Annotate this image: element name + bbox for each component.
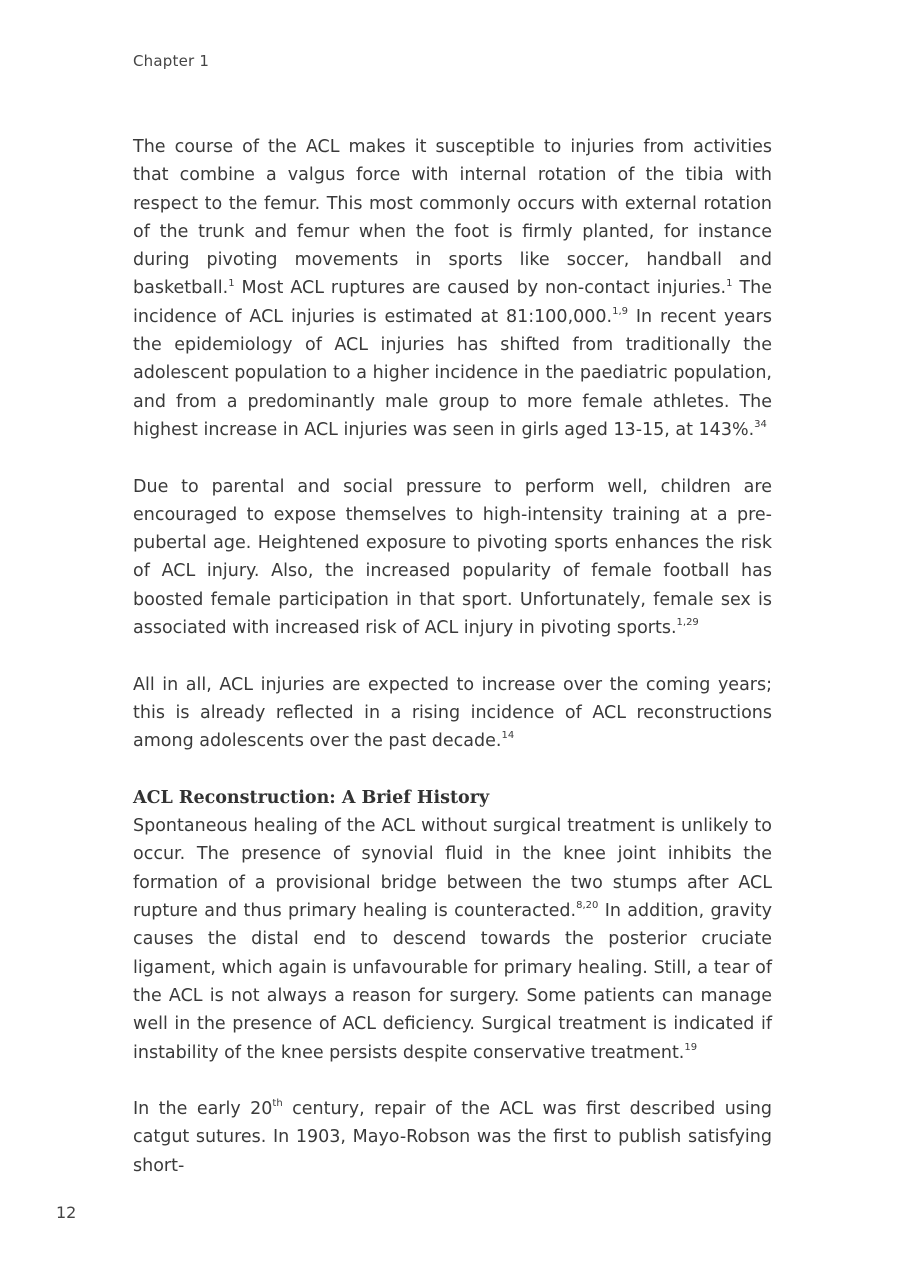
text-span: Due to parental and social pressure to perform well, children are encouraged to expose themselves to high-intensity training at a pre-pubertal age. Heightened exposure to pivoting sports enhances the risk of ACL injury. Also, the increased popularity of female football has boosted female participation in that sport. Unfortunately, female sex is associated with increased risk of ACL injury in pivoting sports. xyxy=(133,476,772,639)
text-span: Most ACL ruptures are caused by non-contact injuries. xyxy=(234,278,727,299)
text-span: The incidence of ACL injuries is estimated at 81:100,000. xyxy=(133,278,772,327)
paragraph-epidemiology xyxy=(133,133,772,444)
ordinal-suffix: th xyxy=(272,1098,283,1110)
page-number: 12 xyxy=(56,1203,77,1222)
main-text xyxy=(133,133,772,1180)
citation: 1 xyxy=(726,277,733,289)
citation: 14 xyxy=(501,730,515,742)
text-span: The course of the ACL makes it susceptible to injuries from activities that combine a valgus force with internal rotation of the tibia with respect to the femur. This most commonly occurs with external rotation of the trunk and femur when the foot is firmly planted, for instance during pivoting movements in sports like soccer, handball and basketball. xyxy=(133,137,772,299)
running-head: Chapter 1 xyxy=(133,52,210,70)
text-span: century, repair of the ACL was first described using catgut sutures. In 1903, Mayo-Robson was the first to publish satisfying short- xyxy=(133,1099,772,1176)
text-span: All in all, ACL injuries are expected to increase over the coming years; this is already reflected in a rising incidence of ACL reconstructions among adolescents over the past decade. xyxy=(133,674,772,752)
paragraph-healing xyxy=(133,812,772,1067)
citation: 8,20 xyxy=(576,900,599,912)
paragraph-pressure xyxy=(133,473,772,643)
text-span: In the early 20 xyxy=(133,1099,273,1120)
citation: 1,9 xyxy=(612,305,629,317)
section-heading: ACL Reconstruction: A Brief History xyxy=(133,787,490,808)
paragraph-history xyxy=(133,1095,772,1180)
citation: 19 xyxy=(684,1041,698,1053)
text-span: Spontaneous healing of the ACL without surgical treatment is unlikely to occur. The presence of synovial fluid in the knee joint inhibits the formation of a provisional bridge between the two stumps after ACL rupture and thus primary healing is counteracted. xyxy=(133,816,772,922)
paragraph-trend xyxy=(133,671,772,756)
citation: 1,29 xyxy=(676,617,699,629)
text-span: In recent years the epidemiology of ACL injuries has shifted from traditionally the adolescent population to a higher incidence in the paediatric population, and from a predominantly male group to more female athletes. The highest increase in ACL injuries was seen in girls aged 13-15, at 143%. xyxy=(133,306,772,440)
citation: 34 xyxy=(754,419,767,431)
citation: 1 xyxy=(228,277,235,289)
text-span: In addition, gravity causes the distal end to descend towards the posterior cruciate ligament, which again is unfavourable for primary healing. Still, a tear of the ACL is not always a reason for surgery. Some patients can manage well in the presence of ACL deficiency. Surgical treatment is indicated if instability of the knee persists despite conservative treatment. xyxy=(133,901,772,1063)
